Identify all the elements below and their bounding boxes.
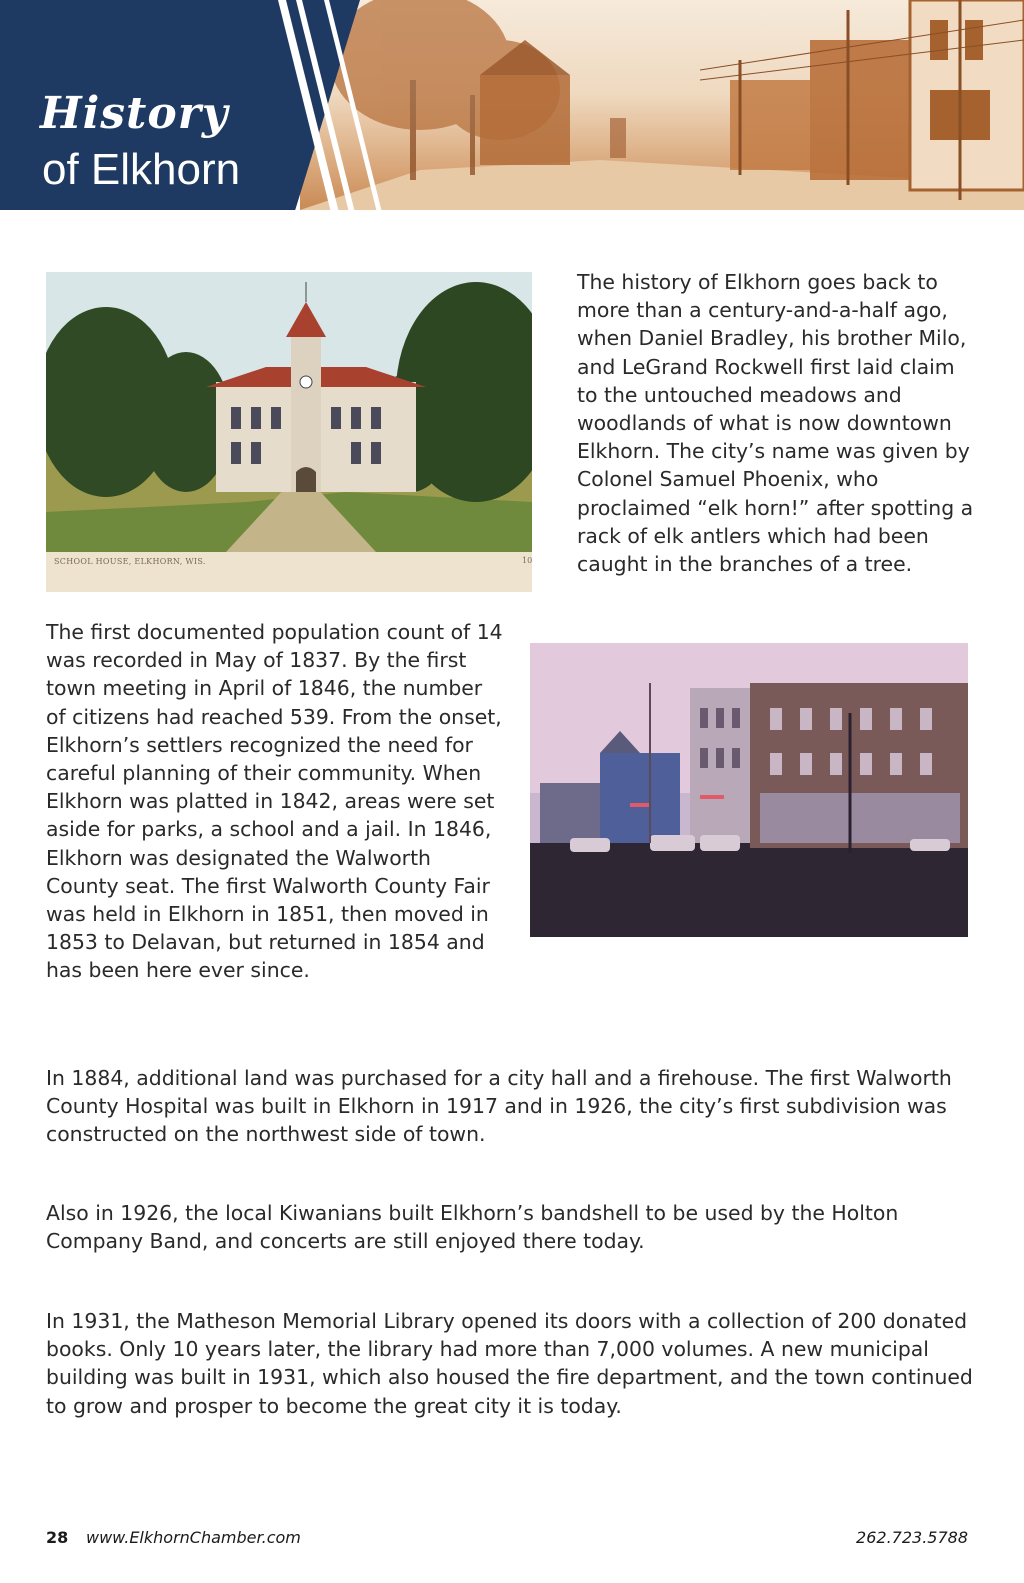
page-title: of Elkhorn — [42, 145, 241, 194]
intro-paragraph: The history of Elkhorn goes back to more than a century-and-a-half ago, when Daniel Bradley, his brother Milo, and LeGrand Rockwell first laid claim to the untouched meadows and woodlands of what is now downtown Elkhorn. The city’s name was given by Colonel Samuel Phoenix, who proclaimed “elk horn!” after spotting a rack of elk antlers which had been caught in the branches of a tree. — [577, 270, 974, 577]
schoolhouse-postcard-image — [46, 272, 532, 592]
population-paragraph: The first documented population count of 14 was recorded in May of 1837. By the first town meeting in April of 1846, the number of citizens had reached 539. From the onset, Elkhorn’s settlers recognized the need for careful planning of their community. When Elkhorn was platted in 1842, areas were set aside for parks, a school and a jail. In 1846, Elkhorn was designated the Walworth County seat. The first Walworth County Fair was held in Elkhorn in 1851, then moved in 1853 to Delavan, but returned in 1854 and has been here ever since. — [46, 620, 503, 983]
page-number: 28 — [46, 1528, 69, 1547]
bandshell-paragraph: Also in 1926, the local Kiwanians built Elkhorn’s bandshell to be used by the Holton Company Band, and concerts are still enjoyed there today. — [46, 1201, 899, 1254]
city-hall-paragraph: In 1884, additional land was purchased for a city hall and a firehouse. The first Walworth County Hospital was built in Elkhorn in 1917 and in 1926, the city’s first subdivision was constructed on the northwest side of town. — [46, 1066, 952, 1147]
page-title-script: History — [40, 88, 229, 139]
photo-float-spacer — [508, 618, 976, 948]
page-footer — [46, 1528, 968, 1550]
photo-caption: SCHOOL HOUSE, ELKHORN, WIS. — [54, 557, 206, 566]
header-street-photo — [300, 0, 1024, 210]
header-banner — [0, 0, 1024, 210]
website-link[interactable]: www.ElkhornChamber.com — [86, 1528, 301, 1547]
photo-number: 10 — [522, 556, 532, 565]
library-paragraph: In 1931, the Matheson Memorial Library opened its doors with a collection of 200 donated books. Only 10 years later, the library had more than 7,000 volumes. A new municipal building was built in 1931, which also housed the fire department, and the town continued to grow and prosper to become the great city it is today. — [46, 1309, 973, 1418]
phone-number: 262.723.5788 — [856, 1528, 968, 1547]
population-paragraph-container — [46, 618, 976, 985]
